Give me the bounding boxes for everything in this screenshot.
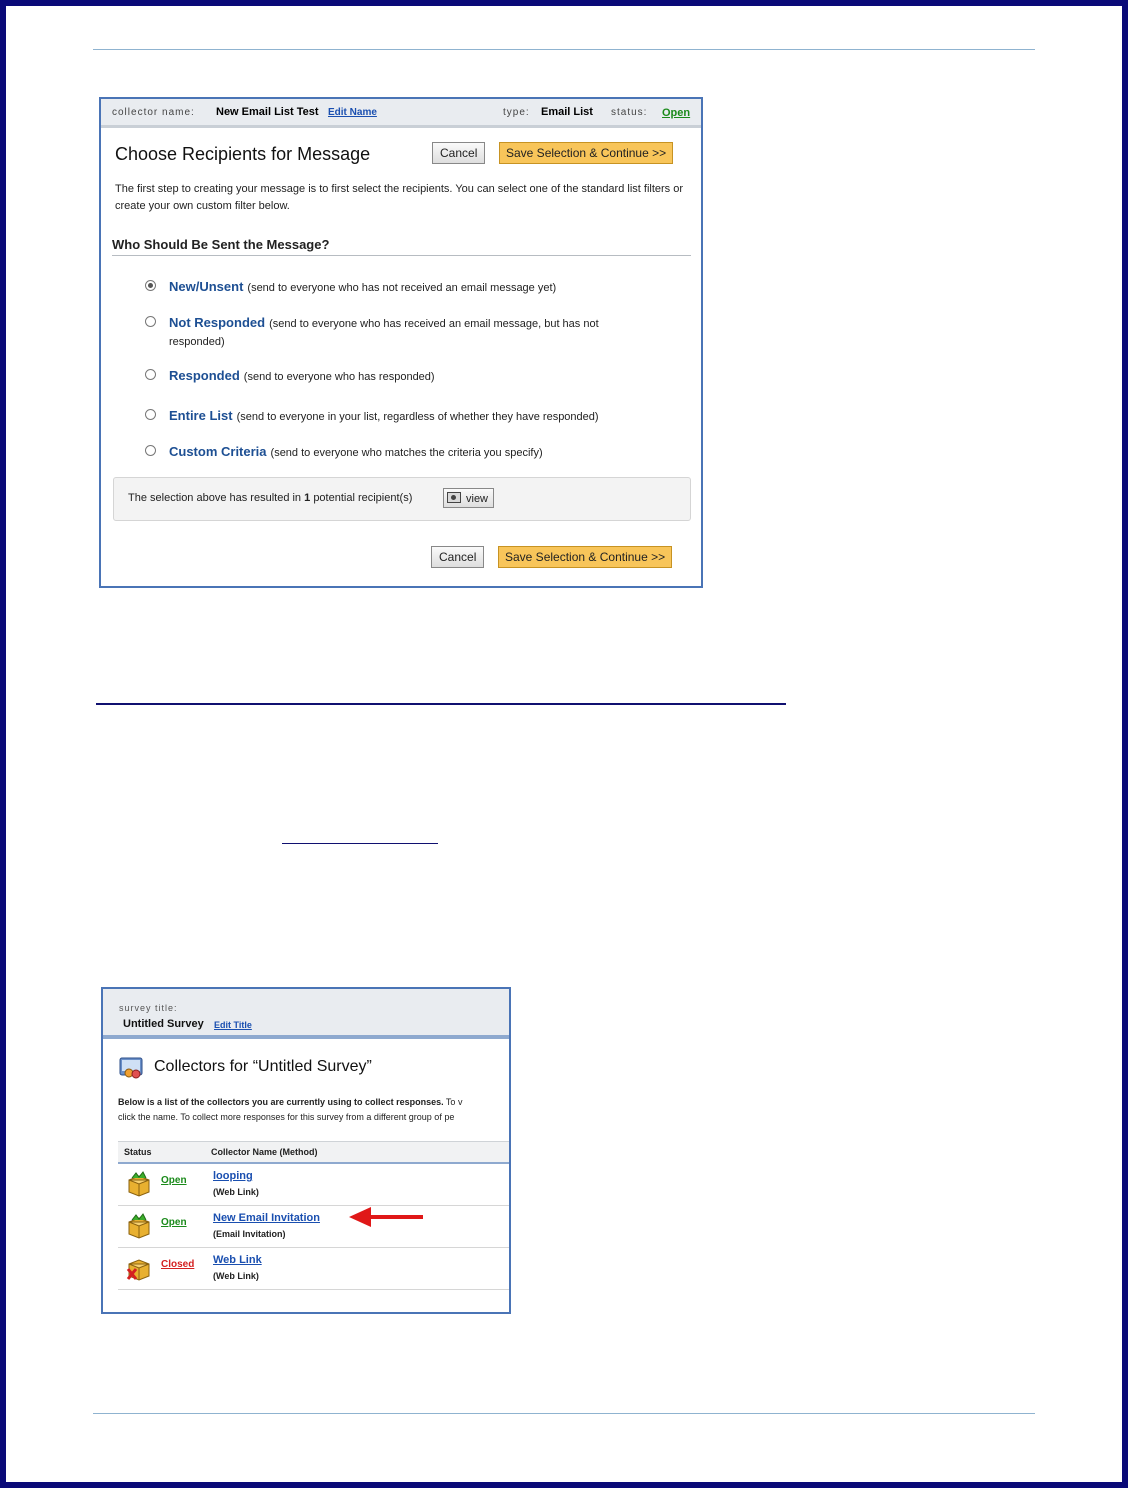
bottom-rule [93, 1413, 1035, 1414]
view-label: view [466, 493, 489, 505]
view-button[interactable] [443, 488, 494, 508]
edit-name-link[interactable]: Edit Name [328, 107, 377, 118]
intro-line-2: click the name. To collect more responses for this survey from a different group of pe [118, 1112, 455, 1122]
collector-link-looping[interactable]: looping [213, 1170, 253, 1182]
type-label: type: [503, 107, 530, 118]
collector-type: Email List [541, 106, 593, 118]
status-closed-link[interactable]: Closed [161, 1259, 195, 1270]
recipient-count: 1 [304, 492, 311, 504]
table-row [118, 1247, 509, 1290]
radio-not-responded[interactable] [145, 316, 156, 327]
option-label: Not Responded [169, 315, 266, 330]
survey-header [103, 989, 509, 1039]
option-label: Entire List [169, 408, 233, 423]
result-prefix: The selection above has resulted in [128, 492, 302, 504]
result-text [128, 492, 412, 504]
intro-rest: To v [443, 1097, 463, 1107]
option-label: New/Unsent [169, 279, 244, 294]
edit-title-link[interactable]: Edit Title [214, 1020, 252, 1030]
camera-icon [447, 492, 461, 503]
option-desc: (send to everyone who has received an email message, but has not responded) [169, 318, 599, 348]
status-open-link[interactable]: Open [161, 1175, 187, 1186]
collector-link-web-link[interactable]: Web Link [213, 1254, 262, 1266]
top-rule [93, 49, 1035, 50]
option-label: Custom Criteria [169, 444, 267, 459]
open-box-icon [126, 1213, 152, 1239]
option-desc: (send to everyone who has not received an email message yet) [247, 282, 557, 294]
status-open-link[interactable]: Open [662, 107, 691, 119]
intro-bold: Below is a list of the collectors you are currently using to collect responses. [118, 1097, 444, 1107]
result-suffix: potential recipient(s) [313, 492, 413, 504]
collectors-intro [118, 1095, 511, 1125]
collector-header [101, 99, 701, 128]
save-continue-button-top[interactable]: Save Selection & Continue >> [499, 142, 673, 164]
open-box-icon [126, 1171, 152, 1197]
option-desc: (send to everyone who has responded) [243, 371, 435, 383]
option-desc: (send to everyone in your list, regardless of whether they have responded) [236, 411, 599, 423]
survey-title: Untitled Survey [123, 1018, 204, 1030]
radio-responded[interactable] [145, 369, 156, 380]
cancel-button-bottom[interactable]: Cancel [431, 546, 484, 568]
intro-text: The first step to creating your message is to first select the recipients. You can select one of the standard list filters or create your own custom filter below. [115, 183, 684, 212]
collector-method: (Web Link) [213, 1271, 259, 1281]
result-summary-box [113, 477, 691, 521]
collectors-table-header [118, 1141, 509, 1164]
collector-method: (Web Link) [213, 1187, 259, 1197]
radio-custom-criteria[interactable] [145, 445, 156, 456]
save-continue-button-bottom[interactable]: Save Selection & Continue >> [498, 546, 672, 568]
option-label: Responded [169, 368, 240, 383]
collector-name-label: collector name: [112, 107, 195, 118]
status-open-link[interactable]: Open [161, 1217, 187, 1228]
column-status: Status [124, 1147, 152, 1157]
radio-new-unsent[interactable] [145, 280, 156, 291]
link-underline [282, 843, 438, 844]
page-title: Choose Recipients for Message [115, 144, 371, 164]
collector-name: New Email List Test [216, 106, 319, 118]
option-desc: (send to everyone who matches the criteria you specify) [270, 447, 543, 459]
survey-title-label: survey title: [119, 1003, 178, 1013]
collectors-panel [101, 987, 511, 1314]
radio-entire-list[interactable] [145, 409, 156, 420]
section-rule-dark [96, 703, 786, 705]
status-label: status: [611, 107, 648, 118]
collectors-title: Collectors for “Untitled Survey” [154, 1058, 372, 1075]
collector-method: (Email Invitation) [213, 1229, 286, 1239]
collector-link-new-email-invitation[interactable]: New Email Invitation [213, 1212, 320, 1224]
collectors-icon [119, 1055, 145, 1081]
table-row [118, 1205, 509, 1248]
column-collector-name: Collector Name (Method) [211, 1147, 318, 1157]
section-title: Who Should Be Sent the Message? [112, 237, 330, 252]
closed-box-icon [126, 1255, 152, 1281]
cancel-button-top[interactable]: Cancel [432, 142, 485, 164]
red-arrow-icon [347, 1204, 427, 1230]
table-row [118, 1163, 509, 1206]
choose-recipients-panel [99, 97, 703, 588]
section-divider [112, 255, 691, 256]
